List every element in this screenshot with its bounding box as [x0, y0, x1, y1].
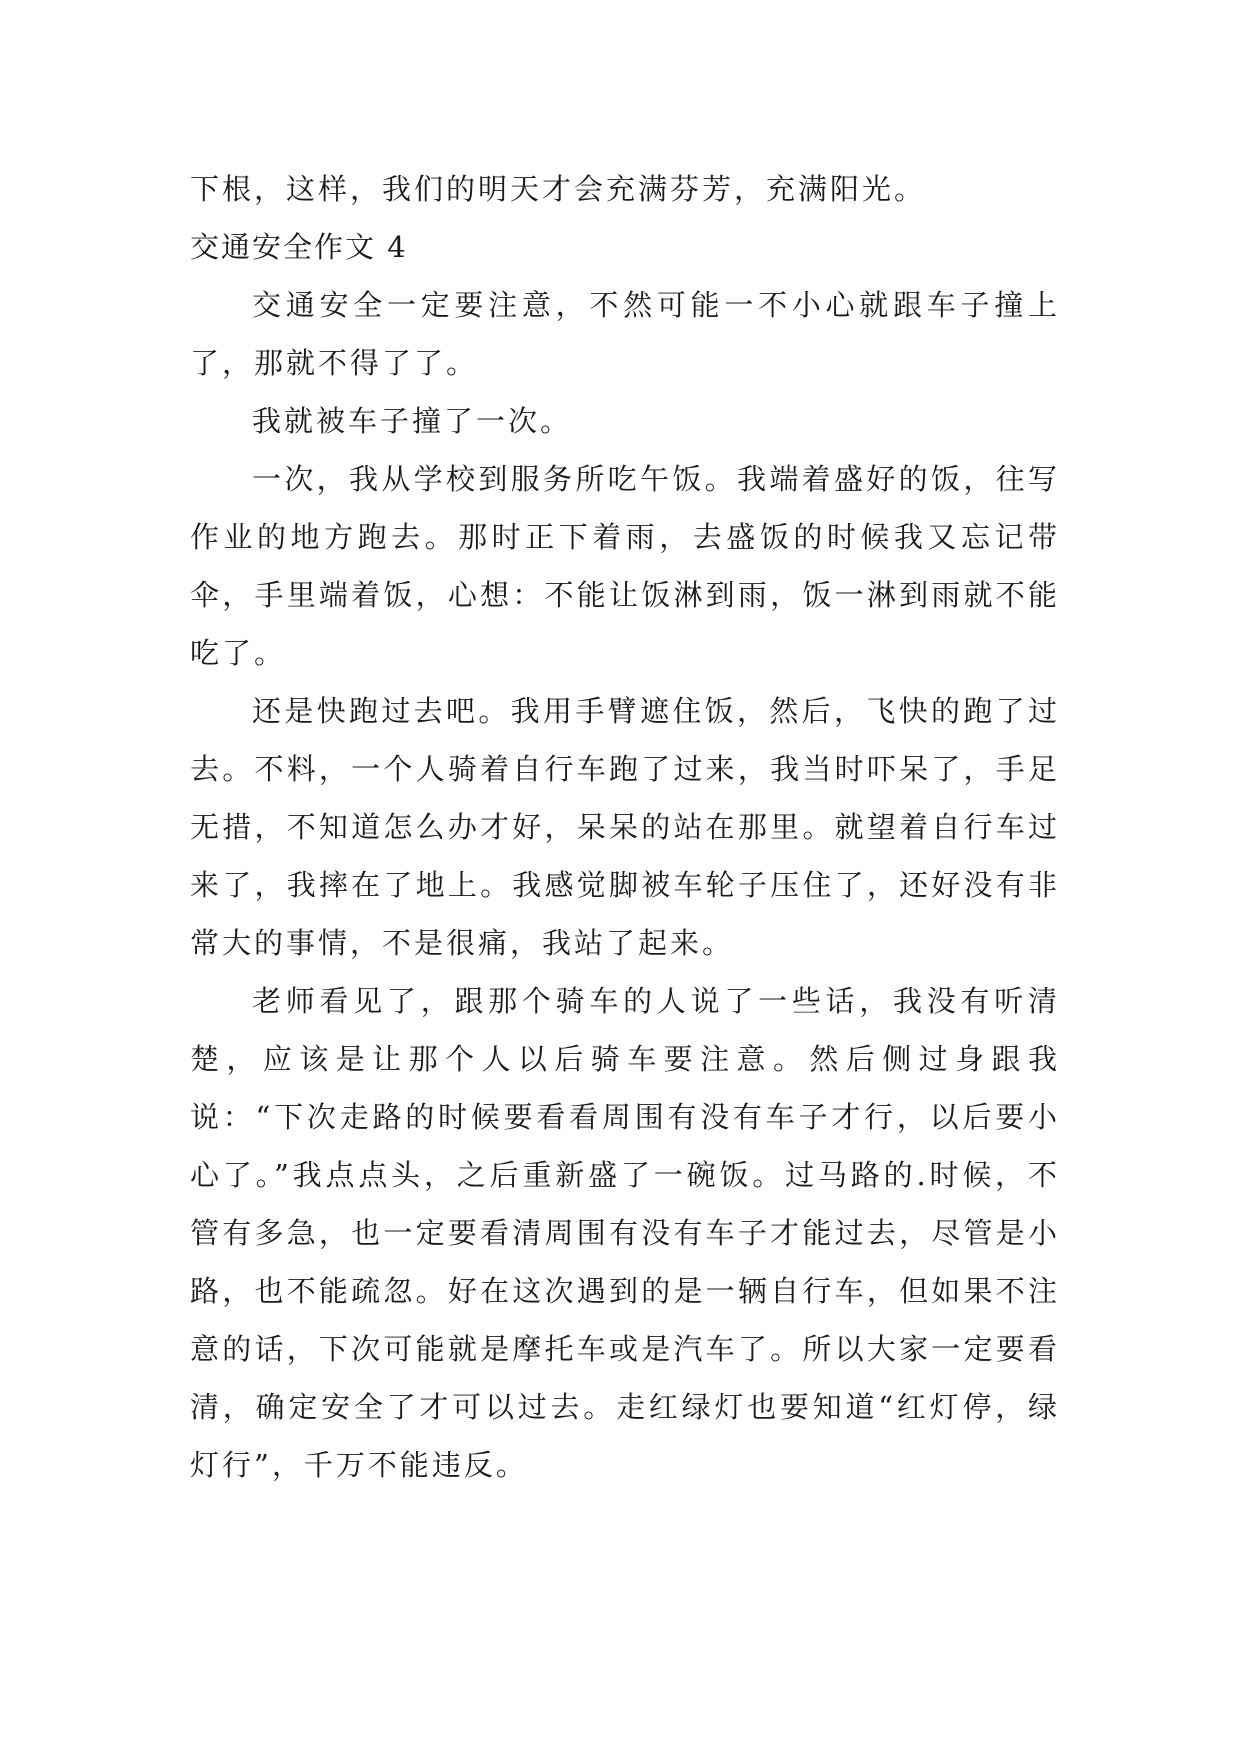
paragraph-5: 老师看见了，跟那个骑车的人说了一些话，我没有听清楚，应该是让那个人以后骑车要注意。然后侧过身跟我说：“下次走路的时候要看看周围有没有车子才行，以后要小心了。”我点点头，之后重新盛了一碗饭。过马路的.时候，不管有多急，也一定要看清周围有没有车子才能过去，尽管是小路，也不能疏忽。好在这次遇到的是一辆自行车，但如果不注意的话，下次可能就是摩托车或是汽车了。所以大家一定要看清，确定安全了才可以过去。走红绿灯也要知道“红灯停，绿灯行”，千万不能违反。 — [190, 984, 1060, 1482]
document-body — [190, 160, 1060, 1494]
paragraph-2: 我就被车子撞了一次。 — [252, 404, 573, 438]
continued-line: 下根，这样，我们的明天才会充满芬芳，充满阳光。 — [190, 172, 927, 206]
paragraph-1: 交通安全一定要注意，不然可能一不小心就跟车子撞上了，那就不得了了。 — [190, 288, 1060, 380]
paragraph-4: 还是快跑过去吧。我用手臂遮住饭，然后，飞快的跑了过去。不料，一个人骑着自行车跑了过来，我当时吓呆了，手足无措，不知道怎么办才好，呆呆的站在那里。就望着自行车过来了，我摔在了地上。我感觉脚被车轮子压住了，还好没有非常大的事情，不是很痛，我站了起来。 — [190, 694, 1060, 960]
section-heading: 交通安全作文 4 — [190, 230, 408, 264]
paragraph-3: 一次，我从学校到服务所吃午饭。我端着盛好的饭，往写作业的地方跑去。那时正下着雨，去盛饭的时候我又忘记带伞，手里端着饭，心想：不能让饭淋到雨，饭一淋到雨就不能吃了。 — [190, 462, 1060, 670]
